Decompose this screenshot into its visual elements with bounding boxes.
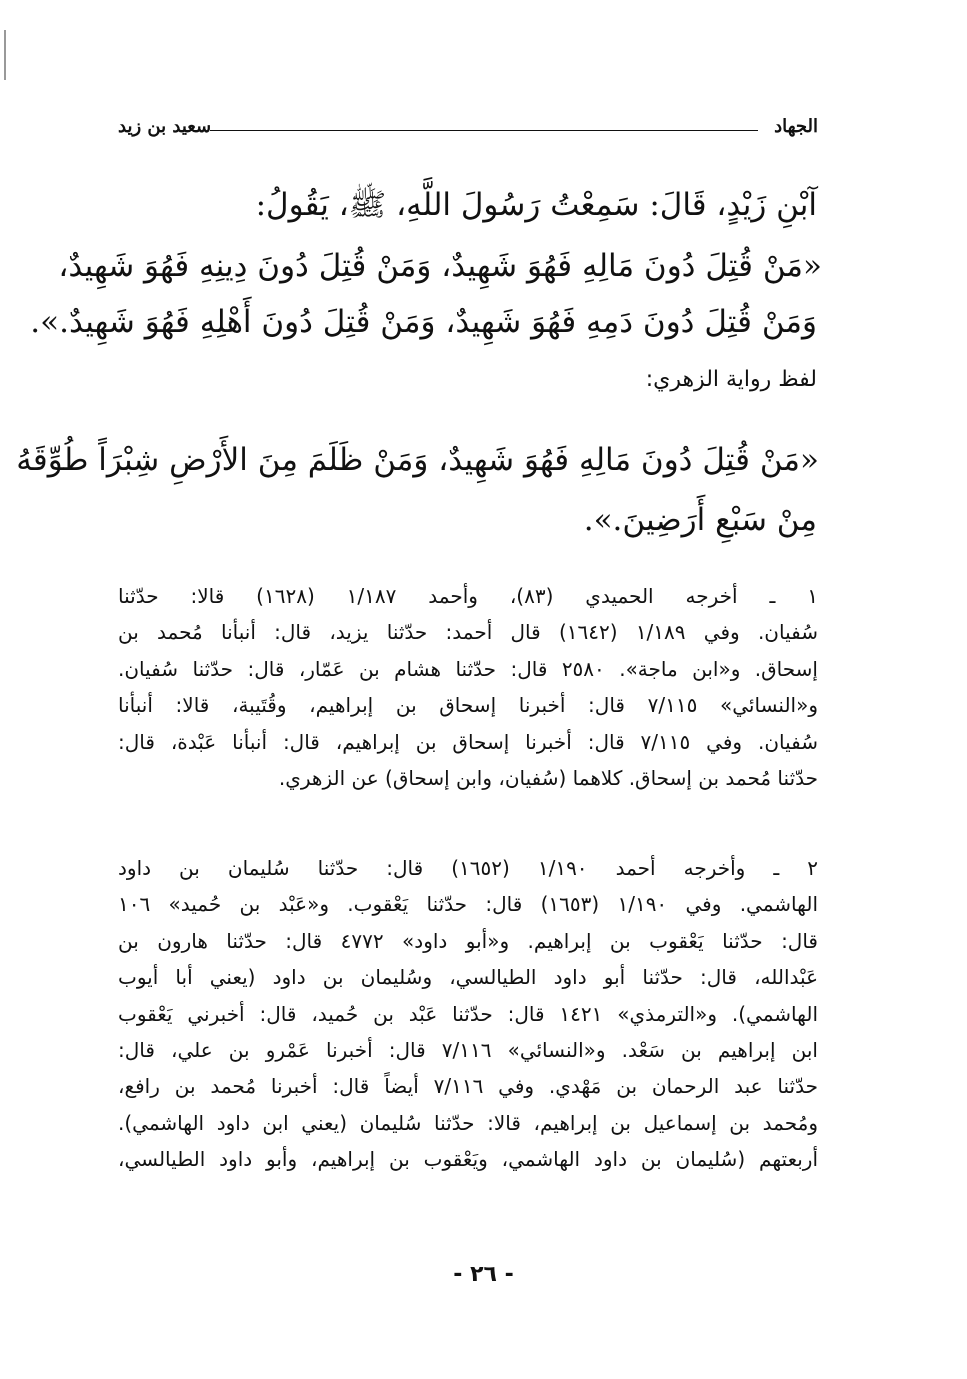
footnote-line: و«النسائي» ٧/١١٥ قال: أخبرنا إسحاق بن إبراهيم، وقُتَيبة، قالا: أنبأنا <box>118 693 818 718</box>
scan-edge-mark <box>4 30 6 80</box>
footnote-line: سُفيان. وفي ٧/١١٥ قال: أخبرنا إسحاق بن إبراهيم، قال: أنبأنا عَبْدة، قال: <box>118 729 819 754</box>
hadith-line-1: آبْنِ زَيْدٍ، قَالَ: سَمِعْتُ رَسُولَ اللَّهِ، ﷺ، يَقُولُ: <box>255 187 817 223</box>
hadith-line-3: وَمَنْ قُتِلَ دُونَ دَمِهِ فَهُوَ شَهِيدٌ، وَمَنْ قُتِلَ دُونَ أَهْلِهِ فَهُوَ شَهِيدٌ.». <box>30 304 817 340</box>
footnote-line: الهاشمي). و«الترمذي» ١٤٢١ قال: حدّثنا عَبْد بن حُميد، قال: أخبرني يَعْقوب <box>118 1001 819 1026</box>
footnote-line: ومُحمد بن إسماعيل بن إبراهيم، قالا: حدّثنا سُليمان (يعني ابن داود الهاشمي). <box>118 1110 818 1135</box>
footnote-line: عَبْدالله، قال: حدّثنا أبو داود الطيالسي، وسُليمان بن داود (يعني أبا أيوب <box>118 965 818 990</box>
zuhri-narration-heading: لفظ رواية الزهري: <box>645 367 817 392</box>
footnote-line: أربعتهم (سُليمان بن داود الهاشمي، ويَعْقوب بن إبراهيم، وأبو داود الطيالسي، <box>118 1147 818 1172</box>
footnote-line: ١ ـ أخرجه الحميدي (٨٣)، وأحمد ١/١٨٧ (١٦٢٨) قالا: حدّثنا <box>118 584 818 608</box>
footnote-1 <box>118 578 818 796</box>
footnote-line: سُفيان. وفي ١/١٨٩ (١٦٤٢) قال أحمد: حدّثنا يزيد، قال: أنبأنا مُحمد بن <box>118 620 818 645</box>
footnote-2 <box>118 850 818 1178</box>
hadith-line-2: «مَنْ قُتِلَ دُونَ مَالِهِ فَهُوَ شَهِيدٌ، وَمَنْ قُتِلَ دُونَ دِينِهِ فَهُوَ شَهِيدٌ، <box>58 248 822 284</box>
page-number: - ٢٦ - <box>453 1262 514 1287</box>
hadith-line-4: «مَنْ قُتِلَ دُونَ مَالِهِ فَهُوَ شَهِيدٌ، وَمَنْ ظَلَمَ مِنَ الأَرْضِ شِبْرَاً طُوِّقَهُ <box>16 442 819 478</box>
hadith-line-5: مِنْ سَبْعِ أَرَضِينَ.». <box>583 502 817 538</box>
footnote-line: حدّثنا مُحمد بن إسحاق. كلاهما (سُفيان، وابن إسحاق) عن الزهري. <box>278 766 818 791</box>
running-header <box>118 112 818 142</box>
footnote-line: قال: حدّثنا يَعْقوب بن إبراهيم. و«أبو داود» ٤٧٧٢ قال: حدّثنا هارون بن <box>118 928 818 953</box>
author-title: سعيد بن زيد <box>118 116 212 137</box>
footnote-line: حدّثنا عبد الرحمان بن مَهْدي. وفي ٧/١١٦ أيضاً قال: أخبرنا مُحمد بن رافع، <box>118 1074 818 1099</box>
chapter-title: الجهاد <box>774 116 818 137</box>
footnote-line: إسحاق. و«ابن ماجة». ٢٥٨٠ قال: حدّثنا هشام بن عَمّار، قال: حدّثنا سُفيان. <box>118 656 818 681</box>
header-rule <box>210 130 758 131</box>
footnote-line: ٢ ـ وأخرجه أحمد ١/١٩٠ (١٦٥٢) قال: حدّثنا سُليمان بن داود <box>118 856 818 880</box>
footnote-line: الهاشمي. وفي ١/١٩٠ (١٦٥٣) قال: حدّثنا يَعْقوب. و«عَبْد بن حُميد» ١٠٦ <box>118 892 819 917</box>
footnote-line: ابن إبراهيم بن سَعْد. و«النسائي» ٧/١١٦ قال: أخبرنا عَمْرو بن علي، قال: <box>118 1038 818 1063</box>
